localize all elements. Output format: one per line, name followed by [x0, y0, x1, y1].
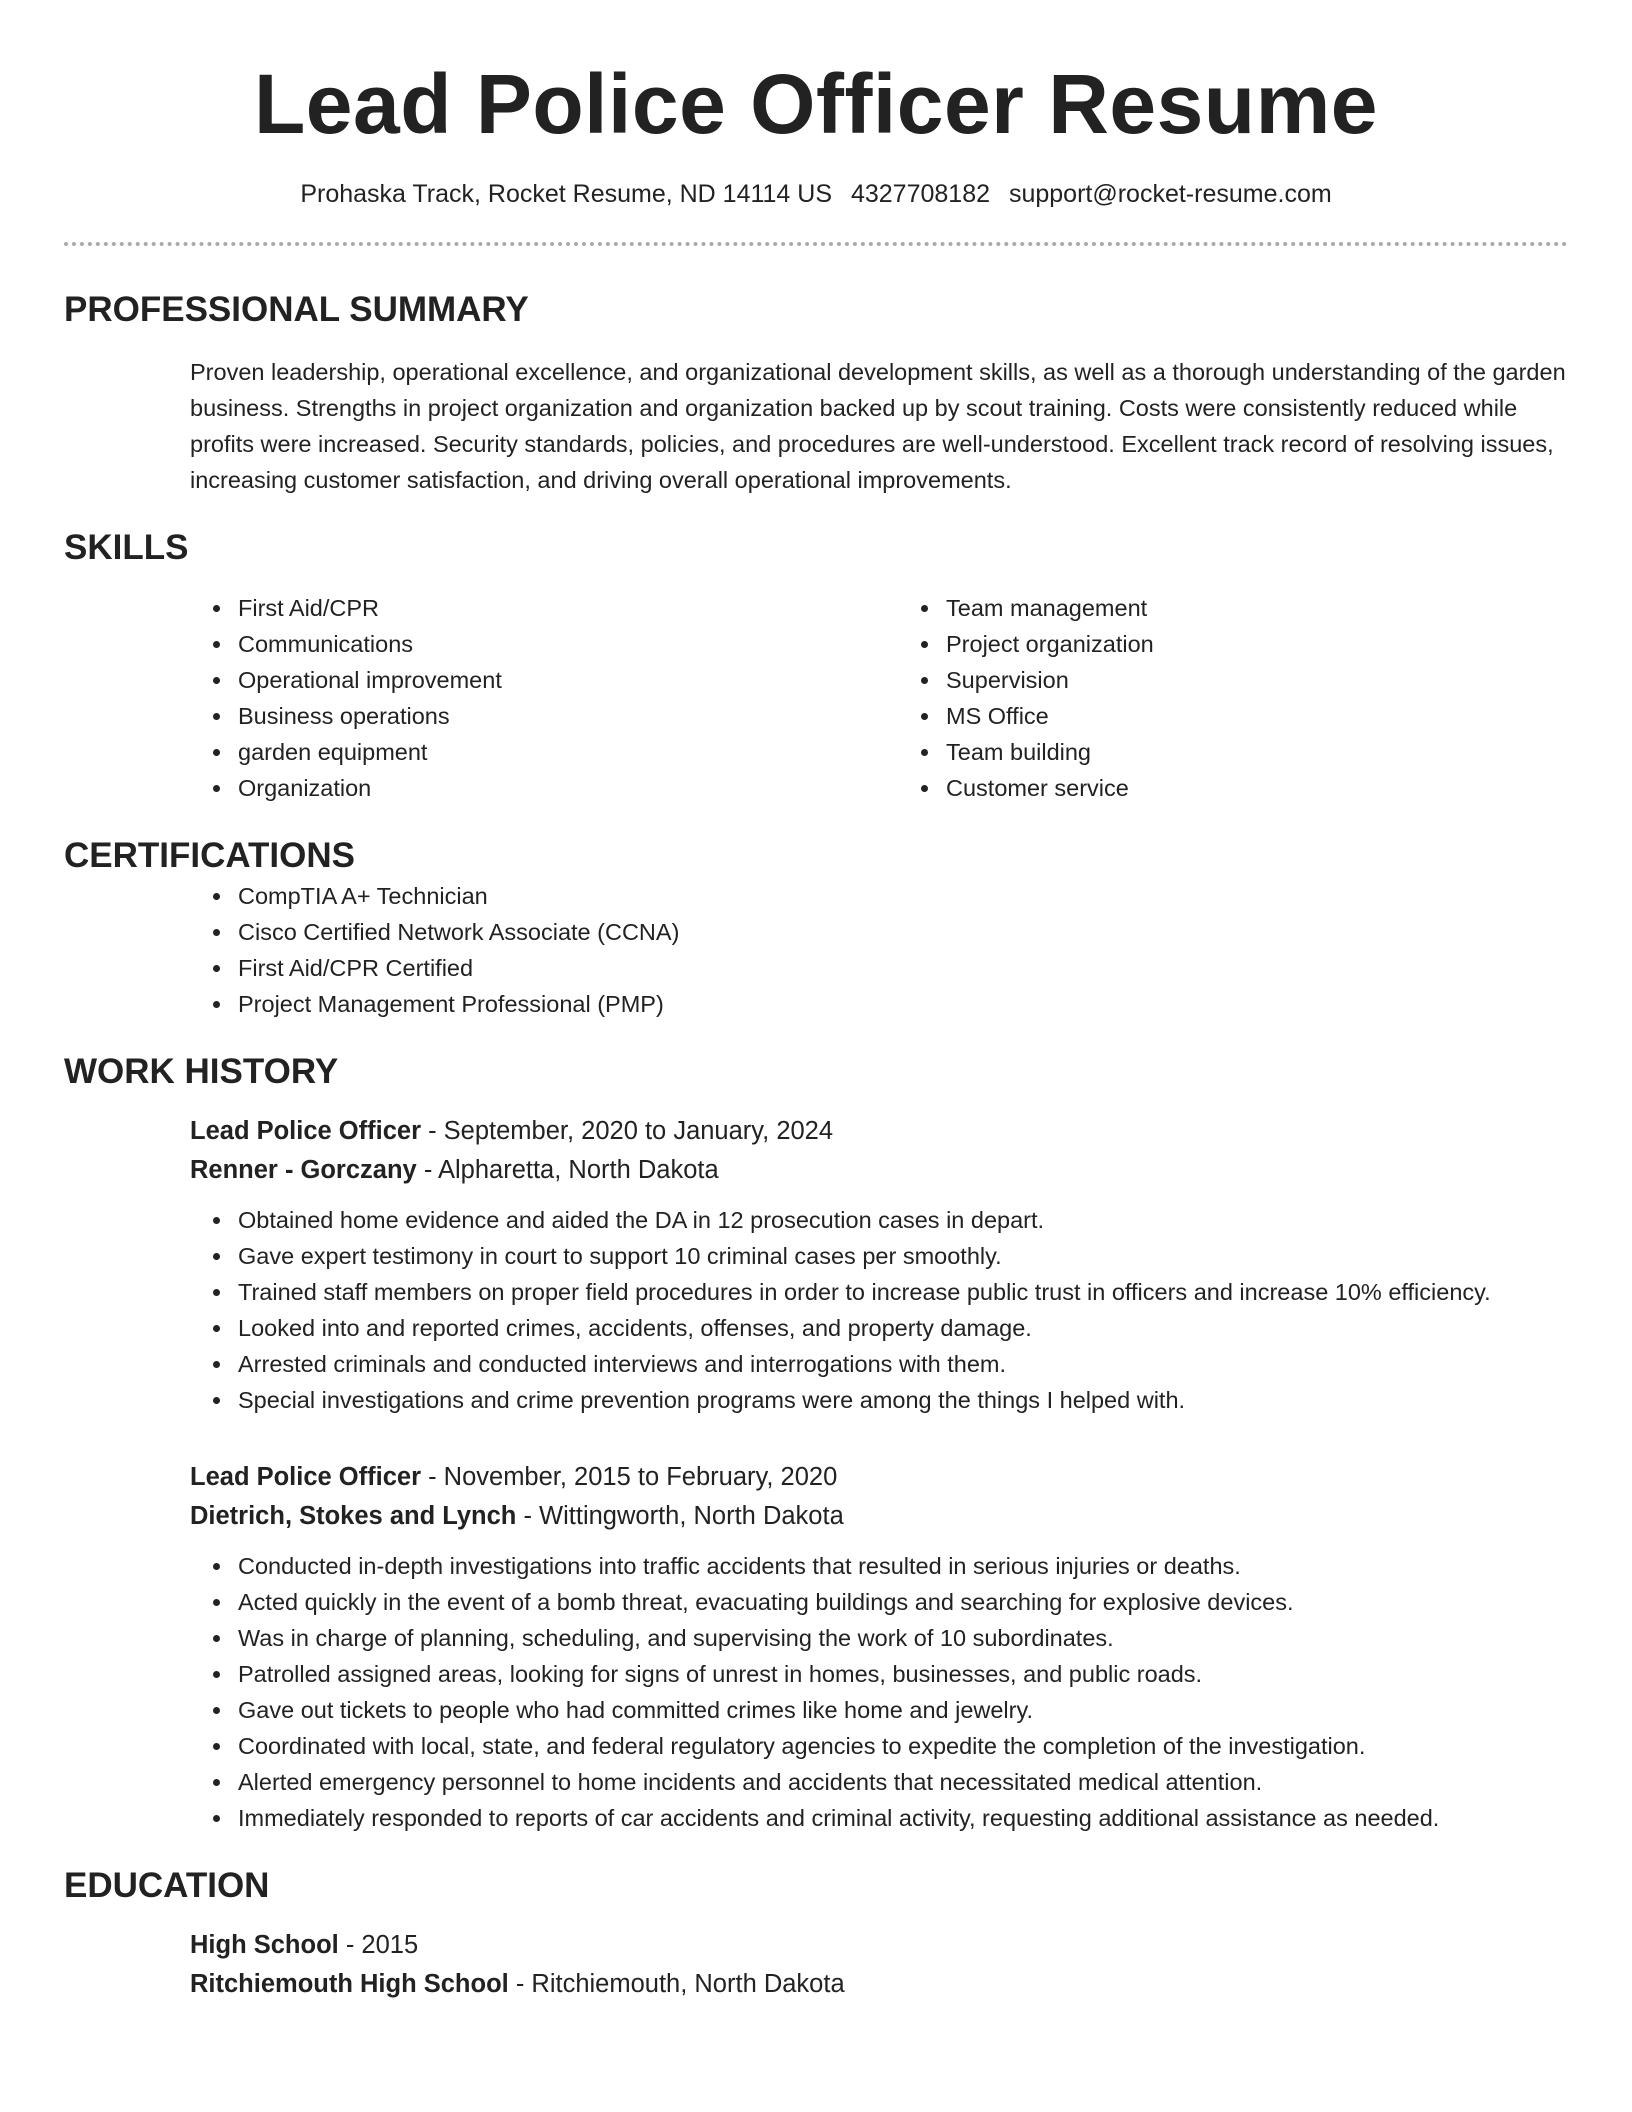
job-location: - Alpharetta, North Dakota	[416, 1156, 719, 1184]
job-dates: - September, 2020 to January, 2024	[421, 1117, 834, 1145]
education-degree: High School	[190, 1931, 339, 1959]
education-entry	[64, 1926, 1568, 2004]
job-dates: - November, 2015 to February, 2020	[421, 1463, 838, 1491]
skills-column-1	[64, 590, 744, 806]
job-bullet: • Special investigations and crime prevention programs were among the things I helped with.	[234, 1382, 1568, 1418]
job-bullet: • Gave expert testimony in court to support 10 criminal cases per smoothly.	[234, 1238, 1568, 1274]
skill-item: • Supervision	[942, 662, 1154, 698]
certification-item: • Project Management Professional (PMP)	[234, 986, 1568, 1022]
job-bullets	[64, 1202, 1568, 1418]
skill-item: • Operational improvement	[234, 662, 744, 698]
contact-phone: 4327708182	[850, 180, 991, 208]
skill-item: • Organization	[234, 770, 744, 806]
job-bullet: • Arrested criminals and conducted interviews and interrogations with them.	[234, 1346, 1568, 1382]
header-divider	[64, 242, 1568, 246]
job-bullets	[64, 1548, 1568, 1836]
job-entry	[64, 1458, 1568, 1836]
job-bullet: • Obtained home evidence and aided the DA in 12 prosecution cases in depart.	[234, 1202, 1568, 1238]
skills-heading: SKILLS	[64, 528, 189, 567]
certification-item: • Cisco Certified Network Associate (CCNA)	[234, 914, 1568, 950]
certification-item: • CompTIA A+ Technician	[234, 878, 1568, 914]
skill-item: • Communications	[234, 626, 744, 662]
skill-item: • Team management	[942, 590, 1154, 626]
job-bullet: • Gave out tickets to people who had committed crimes like home and jewelry.	[234, 1692, 1568, 1728]
education-degree-line	[190, 1926, 1568, 1965]
resume-title: Lead Police Officer Resume	[253, 57, 1379, 151]
education-year: - 2015	[338, 1931, 419, 1959]
contact-email: support@rocket-resume.com	[1008, 180, 1332, 208]
skill-item: • Business operations	[234, 698, 744, 734]
skill-item: • Team building	[942, 734, 1154, 770]
skill-item: • MS Office	[942, 698, 1154, 734]
skills-section	[64, 526, 1568, 806]
job-location: - Wittingworth, North Dakota	[516, 1502, 844, 1530]
work-history-heading: WORK HISTORY	[64, 1052, 339, 1091]
education-section	[64, 1864, 1568, 2004]
education-school: Ritchiemouth High School	[190, 1970, 509, 1998]
education-heading: EDUCATION	[64, 1866, 270, 1905]
skill-item: • First Aid/CPR	[234, 590, 744, 626]
job-company: Renner - Gorczany	[190, 1156, 417, 1184]
job-title-line	[190, 1112, 1568, 1151]
job-entry	[64, 1112, 1568, 1418]
job-bullet: • Coordinated with local, state, and federal regulatory agencies to expedite the completion of the investigation.	[234, 1728, 1568, 1764]
job-company-line	[190, 1151, 1568, 1190]
job-company: Dietrich, Stokes and Lynch	[190, 1502, 517, 1530]
education-school-line	[190, 1965, 1568, 2004]
certification-item: • First Aid/CPR Certified	[234, 950, 1568, 986]
skills-grid	[64, 590, 1568, 806]
work-history-section	[64, 1050, 1568, 1836]
education-location: - Ritchiemouth, North Dakota	[508, 1970, 845, 1998]
job-company-line	[190, 1497, 1568, 1536]
job-bullet: • Patrolled assigned areas, looking for signs of unrest in homes, businesses, and public roads.	[234, 1656, 1568, 1692]
job-bullet: • Conducted in-depth investigations into traffic accidents that resulted in serious injuries or deaths.	[234, 1548, 1568, 1584]
contact-address: Prohaska Track, Rocket Resume, ND 14114 US	[300, 180, 833, 208]
skill-item: • garden equipment	[234, 734, 744, 770]
skill-item: • Customer service	[942, 770, 1154, 806]
job-bullet: • Immediately responded to reports of car accidents and criminal activity, requesting additional assistance as needed.	[234, 1800, 1568, 1836]
job-bullet: • Alerted emergency personnel to home incidents and accidents that necessitated medical attention.	[234, 1764, 1568, 1800]
skill-item: • Project organization	[942, 626, 1154, 662]
job-bullet: • Trained staff members on proper field procedures in order to increase public trust in officers and increase 10% efficiency.	[234, 1274, 1568, 1310]
job-bullet: • Looked into and reported crimes, accidents, offenses, and property damage.	[234, 1310, 1568, 1346]
certifications-heading: CERTIFICATIONS	[64, 836, 356, 875]
summary-heading: PROFESSIONAL SUMMARY	[64, 290, 529, 329]
skills-column-2	[914, 590, 1154, 806]
job-title-line	[190, 1458, 1568, 1497]
job-role: Lead Police Officer	[190, 1117, 421, 1145]
contact-line	[64, 178, 1568, 210]
job-bullet: • Acted quickly in the event of a bomb threat, evacuating buildings and searching for explosive devices.	[234, 1584, 1568, 1620]
certifications-list	[64, 878, 1568, 1022]
summary-text: Proven leadership, operational excellence, and organizational development skills, as well as a thorough understanding of the garden business. Strengths in project organization and organization backed up by scout training. Costs were consistently reduced while profits were increased. Security standards, policies, and procedures are well-understood. Excellent track record of resolving issues, increasing customer satisfaction, and driving overall operational improvements.	[190, 359, 1566, 493]
job-bullet: • Was in charge of planning, scheduling, and supervising the work of 10 subordinates.	[234, 1620, 1568, 1656]
certifications-section	[64, 834, 1568, 1022]
summary-section	[64, 288, 1568, 498]
job-role: Lead Police Officer	[190, 1463, 421, 1491]
